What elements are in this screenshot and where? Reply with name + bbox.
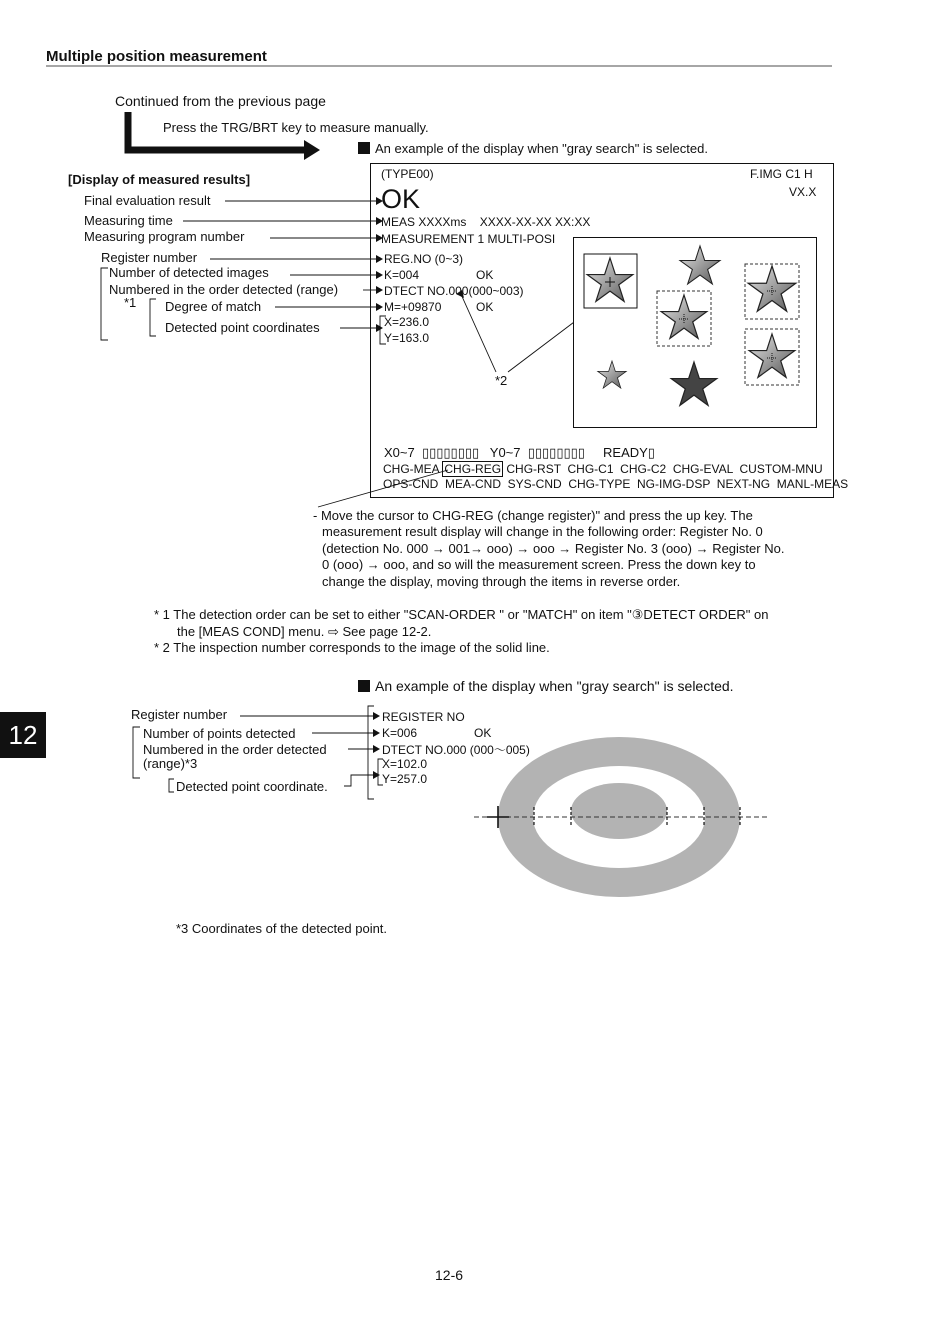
continued-text: Continued from the previous page <box>115 93 326 109</box>
chapter-tab: 12 <box>0 712 46 758</box>
footnote-1a: * 1 The detection order can be set to either "SCAN-ORDER " or "MATCH" on item "③DETECT ORDER" on <box>154 607 769 622</box>
move-note-line-4: 0 (ooo) → ooo, and so will the measurement screen. Press the down key to <box>322 557 756 572</box>
screen-dtect: DTECT NO.000(000~003) <box>384 284 524 298</box>
example-caption-2-text: An example of the display when "gray search" is selected. <box>375 678 734 694</box>
screen-type: (TYPE00) <box>381 167 434 181</box>
footnote-1b: the [MEAS COND] menu. ⇨ See page 12-2. <box>177 624 432 639</box>
screen-reg-no: REG.NO (0~3) <box>384 252 464 266</box>
screen-k: K=004 <box>384 268 420 282</box>
screen2-k-ok: OK <box>474 726 492 740</box>
screen-meas-time: MEAS XXXXms XXXX-XX-XX XX:XX <box>381 215 591 229</box>
menu-chg-mea[interactable]: CHG-MEA <box>383 462 440 476</box>
example-caption-1-text: An example of the display when "gray search" is selected. <box>375 141 708 156</box>
screen-measurement: MEASUREMENT 1 MULTI-POSI <box>381 232 556 246</box>
move-note-line-2: measurement result display will change in the following order: Register No. 0 <box>322 524 763 539</box>
square-bullet-icon <box>358 680 370 692</box>
label2-detected-coordinate: Detected point coordinate. <box>176 779 328 794</box>
screen2-k: K=006 <box>382 726 418 740</box>
screen-fimg: F.IMG C1 H <box>750 167 813 181</box>
move-note-line-5: change the display, moving through the items in reverse order. <box>322 574 681 589</box>
menu-chg-reg[interactable]: CHG-REG <box>444 462 502 476</box>
move-note-line-1: - Move the cursor to CHG-REG (change register)" and press the up key. The <box>313 508 753 523</box>
menu-row1-rest[interactable]: CHG-RST CHG-C1 CHG-C2 CHG-EVAL CUSTOM-MNU <box>506 462 823 476</box>
footnote-3: *3 Coordinates of the detected point. <box>176 921 388 936</box>
label-star1: *1 <box>124 295 137 310</box>
screen-x: X=236.0 <box>384 315 430 329</box>
image-area <box>573 237 817 429</box>
screen-k-ok: OK <box>476 268 494 282</box>
label2-register-number: Register number <box>131 707 228 722</box>
label-detected-images: Number of detected images <box>109 265 269 280</box>
screen2-y: Y=257.0 <box>382 772 428 786</box>
screen-star2: *2 <box>495 373 508 388</box>
label2-range: (range)*3 <box>143 756 198 771</box>
screen-ok: OK <box>381 184 421 214</box>
label-degree-match: Degree of match <box>165 299 262 314</box>
page-number: 12-6 <box>435 1267 464 1283</box>
label2-numbered-order: Numbered in the order detected <box>143 742 327 757</box>
screen-m-ok: OK <box>476 300 494 314</box>
screen-m: M=+09870 <box>384 300 442 314</box>
screen-y: Y=163.0 <box>384 331 430 345</box>
example-caption-1 <box>358 141 708 156</box>
page-title: Multiple position measurement <box>46 48 267 65</box>
label-numbered-order: Numbered in the order detected (range) <box>109 282 339 297</box>
label-detected-coords: Detected point coordinates <box>165 320 320 335</box>
display-results-heading: [Display of measured results] <box>68 172 251 187</box>
screen-menu-row-2[interactable]: OPS-CND MEA-CND SYS-CND CHG-TYPE NG-IMG-DSP NEXT-NG MANL-MEAS <box>383 477 849 491</box>
move-note-line-3: (detection No. 000 → 001→ ooo) → ooo → Register No. 3 (ooo) → Register No. <box>322 541 785 556</box>
square-bullet-icon <box>358 142 370 154</box>
label-program-number: Measuring program number <box>84 229 245 244</box>
screen2-x: X=102.0 <box>382 757 428 771</box>
screen-menu-row-1 <box>383 462 823 476</box>
screen2-dtect: DTECT NO.000 (000～005) <box>382 743 530 757</box>
label-final-result: Final evaluation result <box>84 193 211 208</box>
label2-points-detected: Number of points detected <box>143 726 296 741</box>
example-caption-2 <box>358 678 734 694</box>
press-key-text: Press the TRG/BRT key to measure manually. <box>163 120 429 135</box>
label-measuring-time: Measuring time <box>84 213 173 228</box>
footnote-2: * 2 The inspection number corresponds to the image of the solid line. <box>154 640 550 655</box>
label-register-number: Register number <box>101 250 198 265</box>
screen2-register-no: REGISTER NO <box>382 710 465 724</box>
screen-io-status: X0~7 ▯▯▯▯▯▯▯▯ Y0~7 ▯▯▯▯▯▯▯▯ READY▯ <box>384 445 655 460</box>
screen-version: VX.X <box>789 185 817 199</box>
